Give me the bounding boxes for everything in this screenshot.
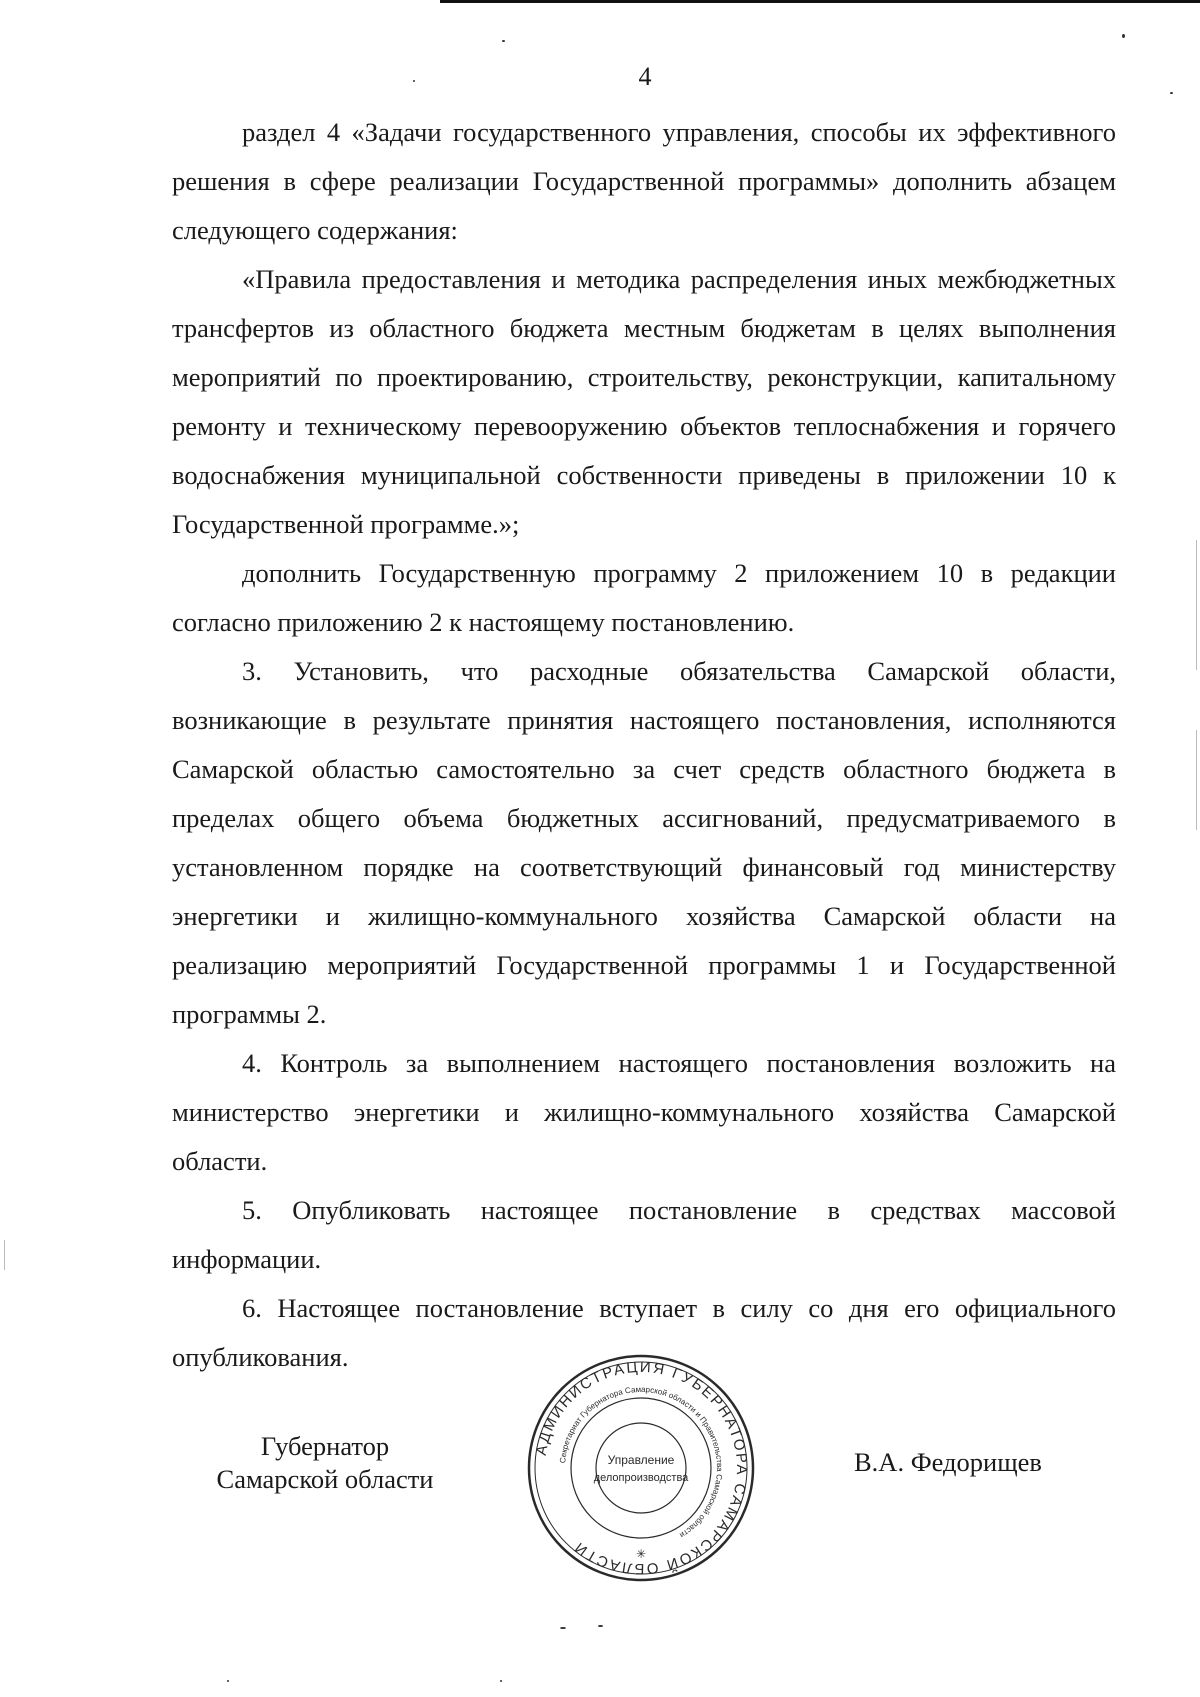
signatory-title-line1: Губернатор <box>260 1431 390 1461</box>
scan-speck <box>502 40 505 42</box>
scan-speck <box>598 1625 603 1627</box>
scan-speck <box>1170 92 1173 94</box>
document-body <box>172 108 1116 1382</box>
paragraph-item-4: 4. Контроль за выполнением настоящего постановления возложить на министерство энергетики и жилищно-коммунального хозяйства Самарской области. <box>172 1048 1116 1176</box>
paragraph-item-3: 3. Установить, что расходные обязательства Самарской области, возникающие в результате принятия настоящего постановления, исполняются Самарской областью самостоятельно за счет средств областного бюджета в пределах общего объема бюджетных ассигнований, предусматриваемого в установленном порядке на соответствующий финансовый год министерству энергетики и жилищно-коммунального хозяйства Самарской области на реализацию мероприятий Государственной программы 1 и Государственной программы 2. <box>172 656 1116 1029</box>
scan-speck <box>227 1680 229 1682</box>
scan-speck <box>560 1627 566 1629</box>
signatory-name: В.А. Федорищев <box>854 1447 1042 1477</box>
seal-center-line1: Управление <box>607 1453 675 1467</box>
scan-speck <box>500 1680 502 1682</box>
paragraph-quoted-rules: «Правила предоставления и методика распределения иных межбюджетных трансфертов из областного бюджета местным бюджетам в целях выполнения мероприятий по проектированию, строительству, реконструкции, капитальному ремонту и техническому перевооружению объектов теплоснабжения и горячего водоснабжения муниципальной собственности приведены в приложении 10 к Государственной программе.»; <box>172 264 1116 539</box>
scan-edge-line <box>4 1240 5 1270</box>
paragraph-section4-amendment: раздел 4 «Задачи государственного управления, способы их эффективного решения в сфере реализации Государственной программы» дополнить абзацем следующего содержания: <box>172 117 1116 245</box>
page-number: 4 <box>638 62 652 91</box>
official-seal-stamp <box>525 1352 757 1584</box>
paragraph-item-5: 5. Опубликовать настоящее постановление в средствах массовой информации. <box>172 1195 1116 1274</box>
signatory-title-line2: Самарской области <box>216 1464 434 1494</box>
seal-center-line2: делопроизводства <box>593 1472 689 1484</box>
scan-edge-line <box>1196 540 1197 670</box>
seal-inner-text: Секретариат Губернатора Самарской области и Правительства Самарской области <box>558 1384 725 1540</box>
scan-top-border <box>440 0 1200 3</box>
paragraph-item-6: 6. Настоящее постановление вступает в силу со дня его официального опубликования. <box>172 1293 1116 1372</box>
seal-star-icon: ✳ <box>635 1547 647 1561</box>
paragraph-appendix-10: дополнить Государственную программу 2 приложением 10 в редакции согласно приложению 2 к настоящему постановлению. <box>172 558 1116 637</box>
seal-outer-text: АДМИНИСТРАЦИЯ ГУБЕРНАТОРА САМАРСКОЙ ОБЛАСТИ <box>532 1358 751 1578</box>
scan-edge-line <box>1196 730 1197 830</box>
signatory-title <box>200 1430 450 1496</box>
scan-speck <box>1122 34 1125 38</box>
